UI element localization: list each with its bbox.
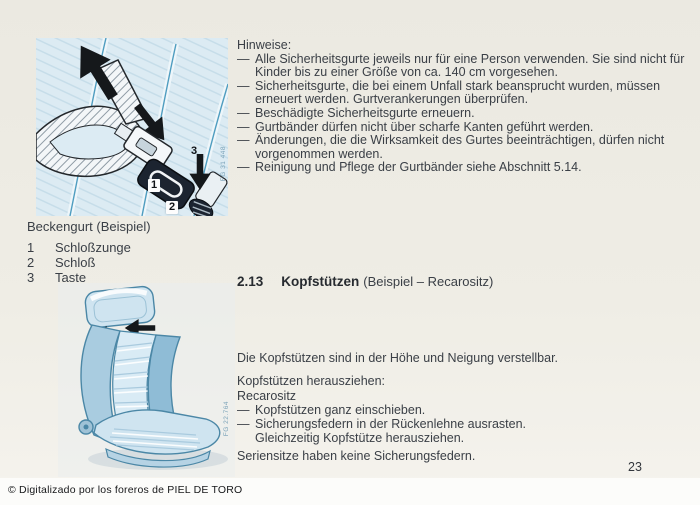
- dash-marker: —: [237, 160, 250, 175]
- callout-2: 2: [166, 201, 178, 214]
- dash-marker: —: [237, 119, 250, 134]
- hinweise-title: Hinweise:: [237, 38, 292, 52]
- callout-1: 1: [148, 179, 160, 192]
- hinweise-item-text: Änderungen, die die Wirksamkeit des Gurtes beeinträchtigen, dürfen nicht vorgenommen werden.: [255, 133, 665, 161]
- scan-watermark: © Digitalizado por los foreros de PIEL DE TORO: [8, 484, 243, 496]
- recarositz-instructions: [237, 389, 693, 445]
- hinweise-item: [237, 53, 693, 80]
- legend-item: [27, 240, 131, 255]
- recline-knob: [79, 420, 93, 434]
- dash-marker: —: [237, 133, 250, 148]
- dash-marker: —: [237, 51, 250, 66]
- dash-marker: —: [237, 78, 250, 93]
- recaro-seat-figure: [58, 283, 235, 477]
- legend-number: 1: [27, 240, 35, 255]
- legend-number: 3: [27, 270, 35, 285]
- seatbelt-buckle-figure: [36, 38, 228, 216]
- instruction-step: [237, 403, 693, 417]
- recaro-seat-illustration: [58, 283, 235, 477]
- seatbelt-buckle-illustration: [36, 38, 228, 216]
- hinweise-item: [237, 80, 693, 107]
- variant-label: Recarositz: [237, 389, 297, 403]
- hinweise-item: [237, 134, 693, 161]
- section-number: 2.13: [237, 274, 264, 289]
- hinweise-item-text: Alle Sicherheitsgurte jeweils nur für eine Person verwenden. Sie sind nicht für Kinder bis zu einer Größe von ca. 140 cm vorgesehen.: [255, 51, 685, 80]
- section-heading: [237, 274, 493, 289]
- callout-3: 3: [191, 145, 198, 157]
- hinweise-item-text: Beschädigte Sicherheitsgurte erneuern.: [255, 105, 475, 120]
- hinweise-item: [237, 121, 693, 135]
- figure-code: FG 31 448: [220, 146, 227, 182]
- step-text: Sicherungsfedern in der Rückenlehne ausrasten.: [255, 417, 527, 431]
- dash-marker: —: [237, 105, 250, 120]
- legend-label: Schloß: [55, 255, 96, 270]
- page-number: 23: [628, 460, 642, 474]
- hinweise-item-text: Sicherheitsgurte, die bei einem Unfall stark beansprucht wurden, müssen erneuert werden. Gurtverankerungen überprüfen.: [255, 78, 661, 107]
- instruction-step: [237, 417, 693, 431]
- belt-figure-caption: Beckengurt (Beispiel): [27, 219, 151, 234]
- kopfstuetzen-intro: Die Kopfstützen sind in der Höhe und Neigung verstellbar.: [237, 351, 559, 365]
- headrest: [84, 286, 155, 329]
- legend-label: Taste: [55, 270, 87, 285]
- kopfstuetzen-subhead: Kopfstützen herausziehen:: [237, 374, 386, 388]
- seriensitze-note: Seriensitze haben keine Sicherungsfedern.: [237, 449, 476, 463]
- hinweise-item-text: Gurtbänder dürfen nicht über scharfe Kanten geführt werden.: [255, 119, 594, 134]
- hinweise-item-text: Reinigung und Pflege der Gurtbänder siehe Abschnitt 5.14.: [255, 160, 582, 175]
- legend-item: [27, 255, 131, 270]
- section-title: Kopfstützen: [281, 274, 360, 289]
- hinweise-section: [237, 39, 693, 175]
- dash-marker: —: [237, 417, 250, 431]
- figure-code: FG 22.764: [223, 401, 230, 437]
- hinweise-item: [237, 107, 693, 121]
- legend-number: 2: [27, 255, 35, 270]
- legend-label: Schloßzunge: [55, 240, 131, 255]
- hinweise-item: [237, 161, 693, 175]
- step-text: Kopfstützen ganz einschieben.: [255, 403, 426, 417]
- section-suffix: (Beispiel – Recarositz): [363, 274, 494, 289]
- dash-marker: —: [237, 403, 250, 417]
- belt-legend: [27, 240, 131, 285]
- step-continuation: Gleichzeitig Kopfstütze herausziehen.: [255, 431, 465, 445]
